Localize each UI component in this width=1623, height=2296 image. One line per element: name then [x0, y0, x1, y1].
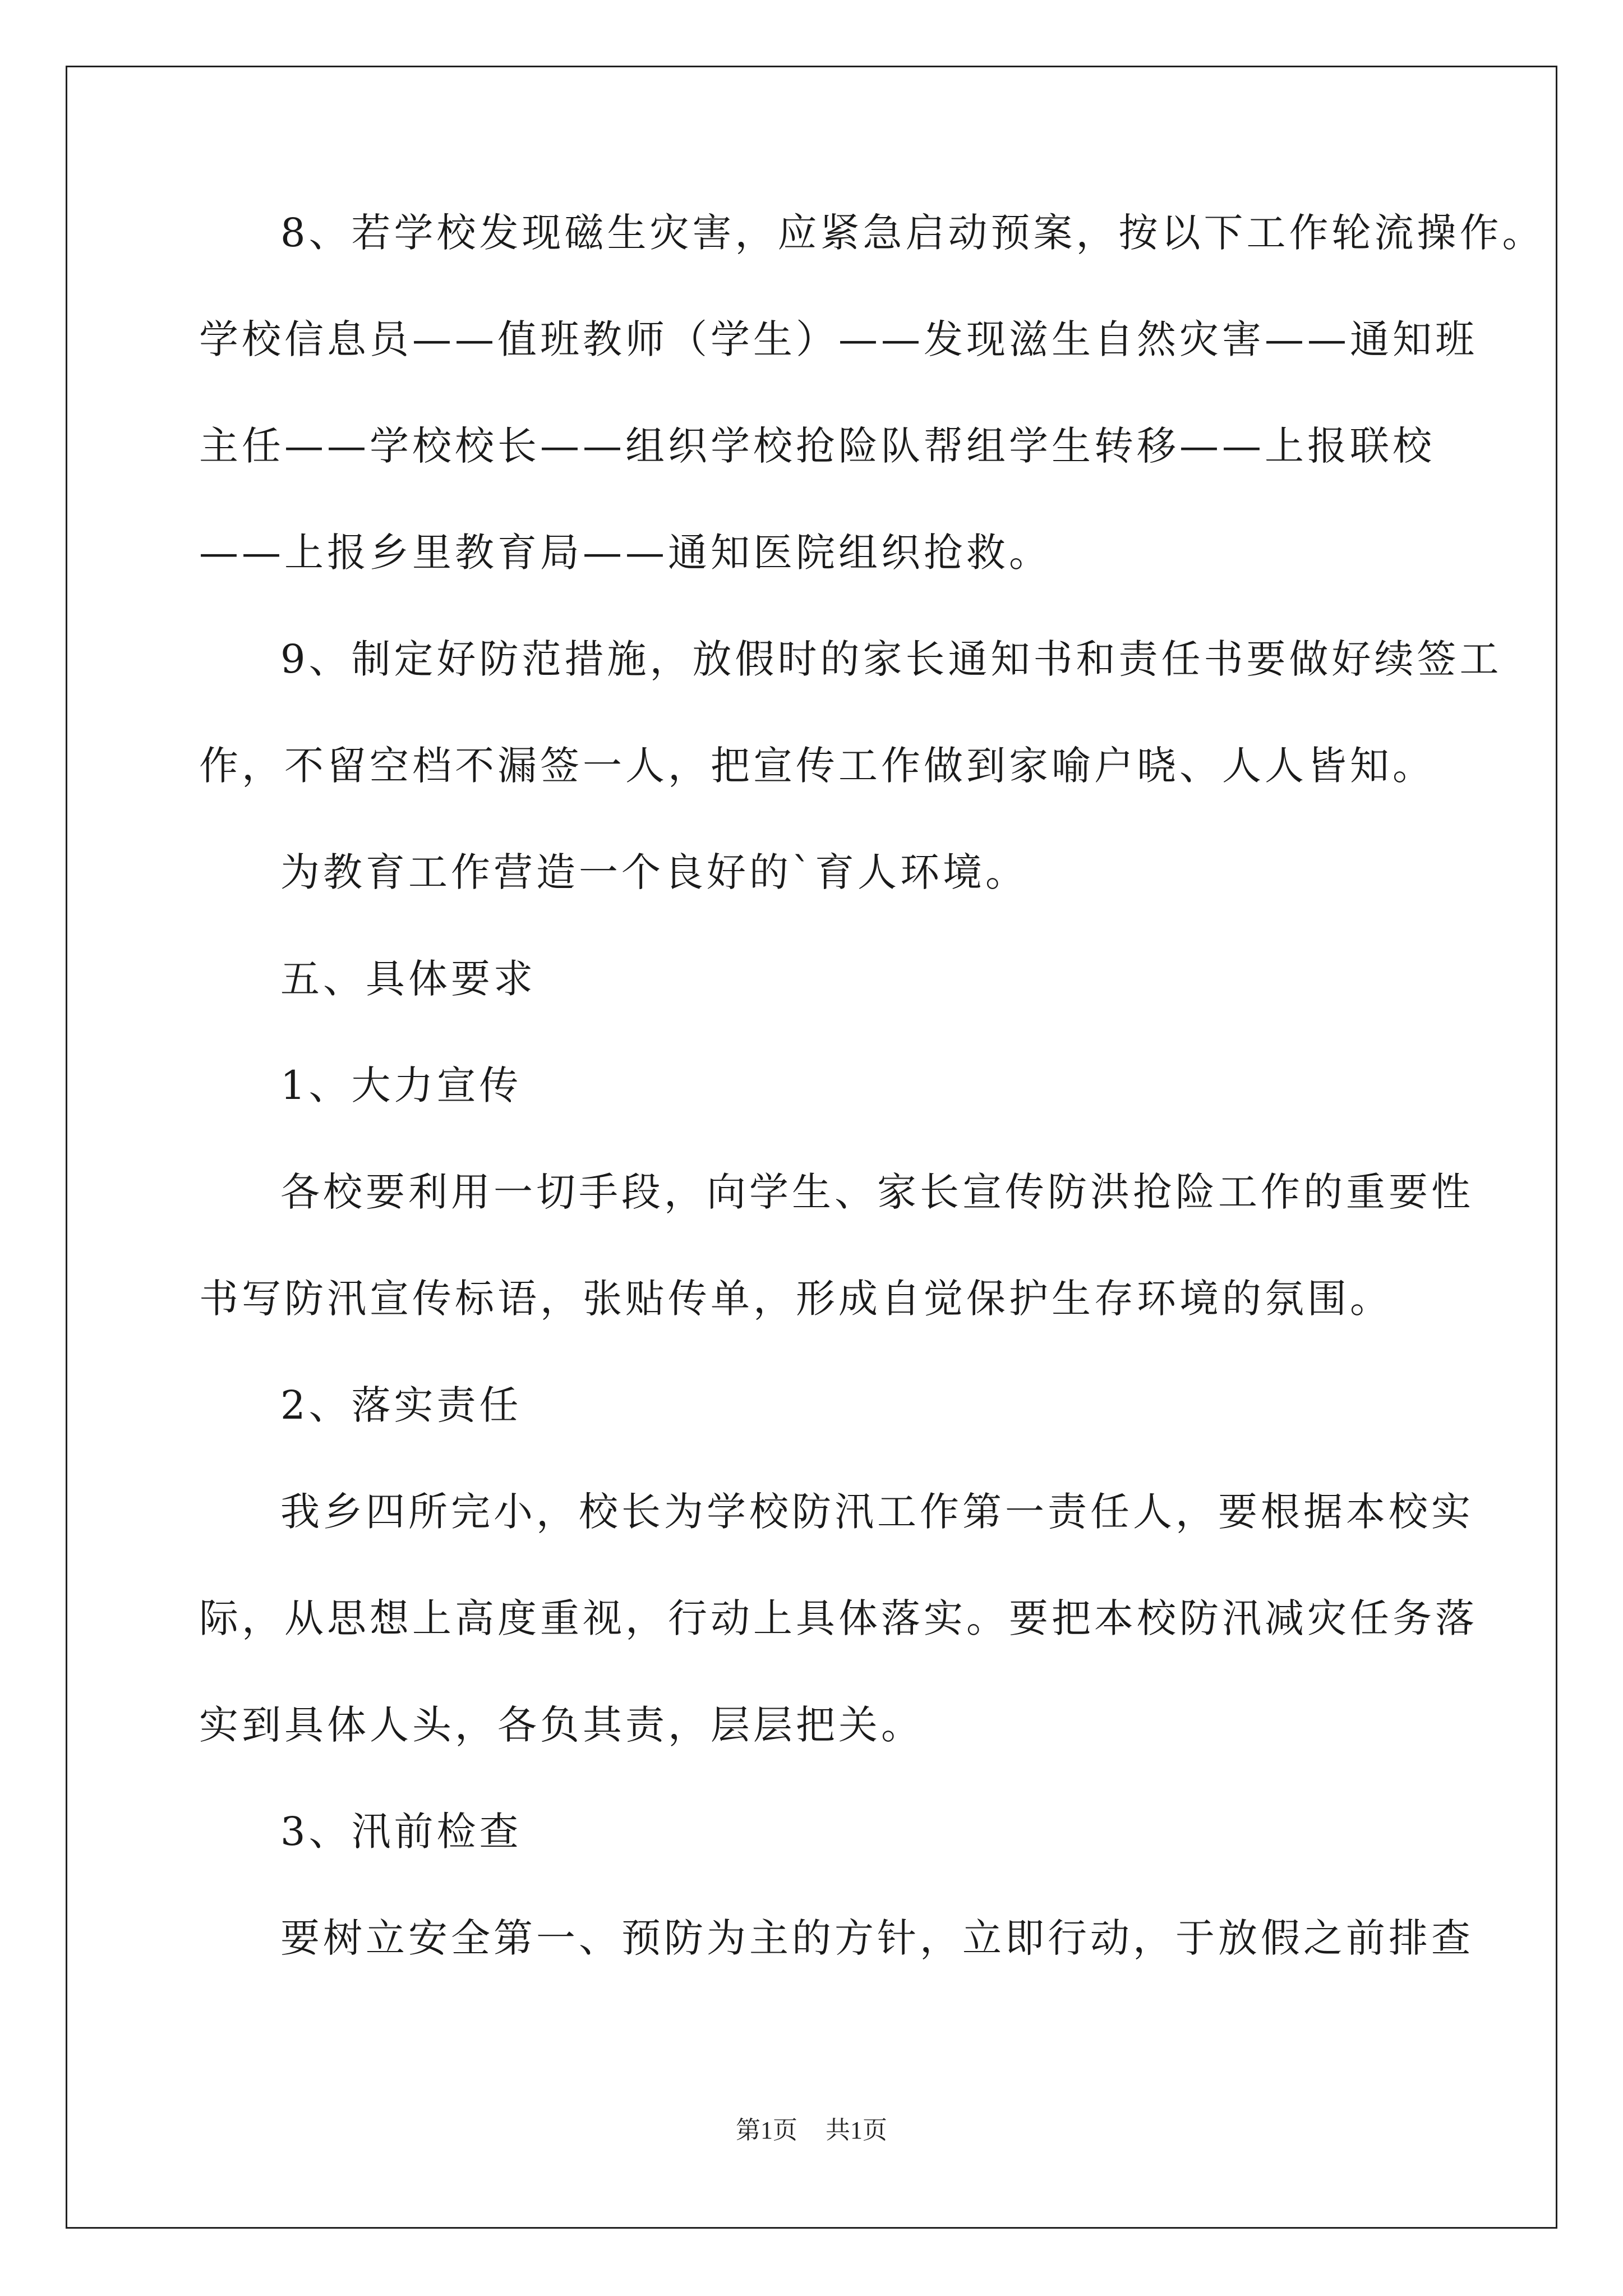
paragraph-line: 我乡四所完小，校长为学校防汛工作第一责任人，要根据本校实 — [280, 1489, 1474, 1535]
paragraph-line: 主任——学校校长——组织学校抢险队帮组学生转移——上报联校 — [199, 423, 1435, 469]
section-heading: 五、具体要求 — [280, 956, 536, 1002]
page-number: 第1页 — [736, 2116, 797, 2144]
subsection-heading: 1、大力宣传 — [280, 1062, 522, 1108]
subsection-heading: 2、落实责任 — [280, 1382, 522, 1428]
paragraph-line: ——上报乡里教育局——通知医院组织抢救。 — [199, 530, 1052, 576]
paragraph-line: 作，不留空档不漏签一人，把宣传工作做到家喻户晓、人人皆知。 — [199, 743, 1435, 789]
page-border — [66, 66, 1557, 2229]
subsection-heading: 3、汛前检查 — [280, 1809, 522, 1855]
paragraph-line: 实到具体人头，各负其责，层层把关。 — [199, 1702, 924, 1748]
paragraph-line: 书写防汛宣传标语，张贴传单，形成自觉保护生存环境的氛围。 — [199, 1276, 1393, 1322]
paragraph-line: 为教育工作营造一个良好的`育人环境。 — [280, 849, 1028, 895]
paragraph-line: 要树立安全第一、预防为主的方针，立即行动，于放假之前排查 — [280, 1915, 1474, 1961]
paragraph-line: 各校要利用一切手段，向学生、家长宣传防洪抢险工作的重要性 — [280, 1169, 1474, 1215]
page-total: 共1页 — [826, 2116, 887, 2144]
page-footer — [0, 2115, 1623, 2146]
paragraph-line: 际，从思想上高度重视，行动上具体落实。要把本校防汛减灾任务落 — [199, 1595, 1478, 1641]
paragraph-line: 9、制定好防范措施，放假时的家长通知书和责任书要做好续签工 — [280, 636, 1502, 682]
paragraph-line: 8、若学校发现磁生灾害，应紧急启动预案，按以下工作轮流操作。 — [280, 210, 1545, 256]
paragraph-line: 学校信息员——值班教师（学生）——发现滋生自然灾害——通知班 — [199, 316, 1478, 362]
